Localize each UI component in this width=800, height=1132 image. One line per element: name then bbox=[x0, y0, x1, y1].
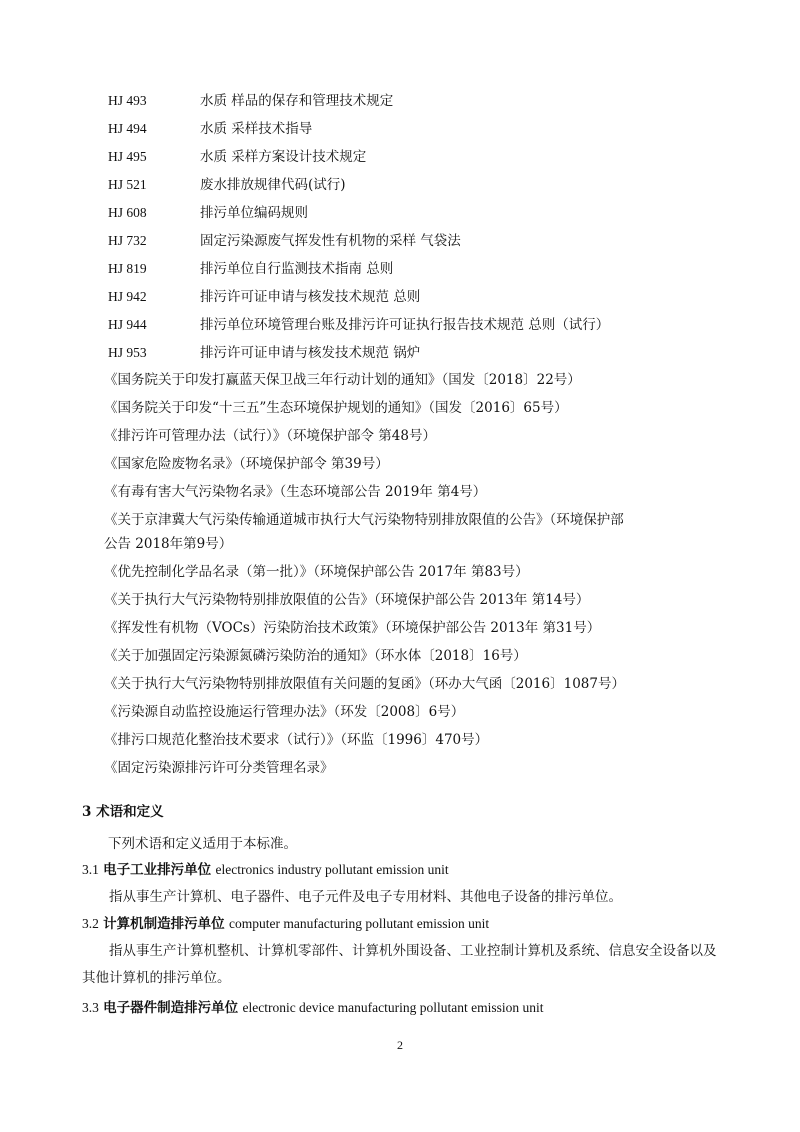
standard-title: 废水排放规律代码(试行) bbox=[200, 177, 346, 193]
page-number: 2 bbox=[397, 1038, 403, 1052]
document-reference: 《关于执行大气污染物特别排放限值有关问题的复函》（环办大气函〔2016〕1087号） bbox=[104, 676, 625, 692]
standard-code: HJ 493 bbox=[108, 93, 147, 108]
standard-title: 水质 样品的保存和管理技术规定 bbox=[200, 93, 394, 109]
standard-row bbox=[108, 229, 461, 253]
standard-row bbox=[108, 313, 609, 337]
standard-row bbox=[108, 257, 393, 281]
document-reference: 《固定污染源排污许可分类管理名录》 bbox=[104, 760, 334, 776]
term-definition: 指从事生产计算机、电子器件、电子元件及电子专用材料、其他电子设备的排污单位。 bbox=[109, 889, 622, 905]
standard-code: HJ 608 bbox=[108, 205, 147, 220]
document-reference: 《排污口规范化整治技术要求（试行）》（环监〔1996〕470号） bbox=[104, 732, 489, 748]
term-chinese-name: 电子工业排污单位 bbox=[103, 862, 212, 878]
standard-title: 水质 采样技术指导 bbox=[200, 121, 313, 137]
standard-code: HJ 942 bbox=[108, 289, 147, 304]
standard-code: HJ 732 bbox=[108, 233, 147, 248]
term-english-name: electronics industry pollutant emission unit bbox=[215, 862, 449, 877]
term-heading bbox=[82, 912, 489, 936]
term-chinese-name: 计算机制造排污单位 bbox=[103, 916, 225, 932]
standard-title: 固定污染源废气挥发性有机物的采样 气袋法 bbox=[200, 233, 461, 249]
standard-code: HJ 944 bbox=[108, 317, 147, 332]
term-chinese-name: 电子器件制造排污单位 bbox=[103, 1000, 239, 1016]
document-reference: 《优先控制化学品名录（第一批）》（环境保护部公告 2017年 第83号） bbox=[104, 564, 529, 580]
standard-row bbox=[108, 89, 393, 113]
standard-title: 排污许可证申请与核发技术规范 总则 bbox=[200, 289, 421, 305]
standard-title: 排污单位环境管理台账及排污许可证执行报告技术规范 总则（试行） bbox=[200, 317, 610, 333]
standard-row bbox=[108, 285, 420, 309]
section-heading: 3 术语和定义 bbox=[82, 804, 164, 820]
standard-row bbox=[108, 117, 312, 141]
standard-row bbox=[108, 145, 366, 169]
document-reference: 《关于京津冀大气污染传输通道城市执行大气污染物特别排放限值的公告》（环境保护部 bbox=[104, 512, 624, 528]
standard-code: HJ 819 bbox=[108, 261, 147, 276]
term-number: 3.2 bbox=[82, 916, 99, 931]
standard-title: 排污许可证申请与核发技术规范 锅炉 bbox=[200, 345, 421, 361]
document-reference: 《国务院关于印发打赢蓝天保卫战三年行动计划的通知》（国发〔2018〕22号） bbox=[104, 372, 581, 388]
document-reference: 《关于执行大气污染物特别排放限值的公告》（环境保护部公告 2013年 第14号） bbox=[104, 592, 590, 608]
standard-title: 排污单位自行监测技术指南 总则 bbox=[200, 261, 394, 277]
standard-code: HJ 494 bbox=[108, 121, 147, 136]
term-heading bbox=[82, 858, 449, 882]
standard-code: HJ 495 bbox=[108, 149, 147, 164]
standard-row bbox=[108, 173, 346, 197]
term-number: 3.1 bbox=[82, 862, 99, 877]
term-heading bbox=[82, 996, 544, 1020]
term-number: 3.3 bbox=[82, 1000, 99, 1015]
section-intro: 下列术语和定义适用于本标准。 bbox=[108, 836, 297, 852]
standard-title: 水质 采样方案设计技术规定 bbox=[200, 149, 367, 165]
term-definition: 指从事生产计算机整机、计算机零部件、计算机外围设备、工业控制计算机及系统、信息安全设备以及其他计算机的排污单位。 bbox=[82, 943, 717, 986]
standard-code: HJ 953 bbox=[108, 345, 147, 360]
document-reference: 《有毒有害大气污染物名录》（生态环境部公告 2019年 第4号） bbox=[104, 484, 487, 500]
term-english-name: computer manufacturing pollutant emission unit bbox=[228, 916, 490, 931]
document-reference: 《关于加强固定污染源氮磷污染防治的通知》（环水体〔2018〕16号） bbox=[104, 648, 527, 664]
standard-title: 排污单位编码规则 bbox=[200, 205, 308, 221]
standard-row bbox=[108, 341, 420, 365]
standard-row bbox=[108, 201, 308, 225]
document-reference: 《挥发性有机物（VOCs）污染防治技术政策》（环境保护部公告 2013年 第31号） bbox=[104, 620, 601, 636]
term-english-name: electronic device manufacturing pollutant emission unit bbox=[242, 1000, 544, 1015]
document-reference: 《国家危险废物名录》（环境保护部令 第39号） bbox=[104, 456, 389, 472]
standard-code: HJ 521 bbox=[108, 177, 147, 192]
document-reference: 《污染源自动监控设施运行管理办法》（环发〔2008〕6号） bbox=[104, 704, 465, 720]
document-reference-continuation: 公告 2018年第9号） bbox=[104, 536, 233, 552]
document-reference: 《国务院关于印发“十三五”生态环境保护规划的通知》（国发〔2016〕65号） bbox=[104, 400, 568, 416]
document-reference: 《排污许可管理办法（试行）》（环境保护部令 第48号） bbox=[104, 428, 436, 444]
